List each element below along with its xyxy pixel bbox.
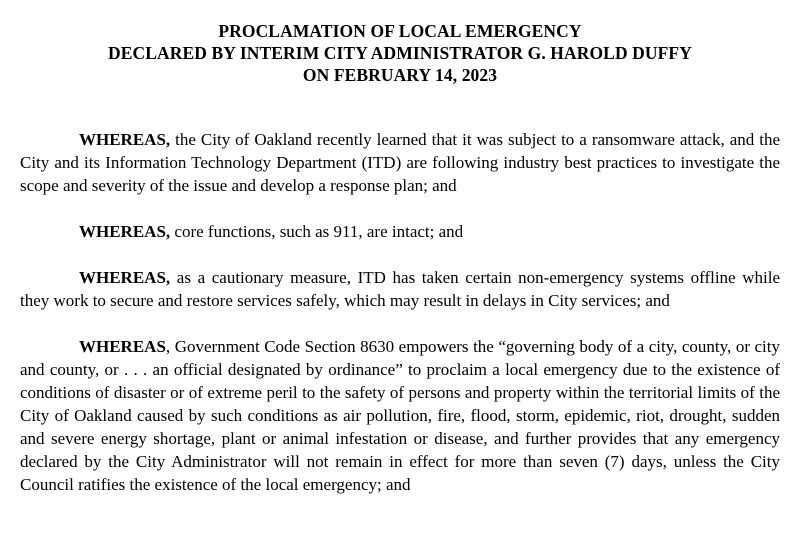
whereas-lead: WHEREAS, [79,268,171,287]
paragraph-text: the City of Oakland recently learned that it was subject to a ransomware attack, and the City and its Information Technology Department (ITD) are following industry best practices to investigate the scope and severity of the issue and develop a response plan; and [20,130,780,195]
title-line-1: PROCLAMATION OF LOCAL EMERGENCY [218,21,582,41]
whereas-paragraph-3 [20,266,780,312]
proclamation-title [20,20,780,86]
paragraph-text: core functions, such as 911, are intact; and [170,222,464,241]
whereas-lead: WHEREAS, [79,130,171,149]
paragraph-text: , Government Code Section 8630 empowers the “governing body of a city, county, or city and county, or . . . an official designated by ordinance” to proclaim a local emergency due to the existence of conditions of disaster or of extreme peril to the safety of persons and property within the territorial limits of the City of Oakland caused by such conditions as air pollution, fire, flood, storm, epidemic, riot, drought, sudden and severe energy shortage, plant or animal infestation or disease, and further provides that any emergency declared by the City Administrator will not remain in effect for more than seven (7) days, unless the City Council ratifies the existence of the local emergency; and [20,337,780,494]
whereas-paragraph-4 [20,335,780,496]
paragraph-text: as a cautionary measure, ITD has taken certain non-emergency systems offline while they work to secure and restore services safely, which may result in delays in City services; and [20,268,780,310]
whereas-paragraph-2 [20,220,780,243]
whereas-paragraph-1 [20,128,780,197]
whereas-lead: WHEREAS, [79,222,171,241]
title-line-2: DECLARED BY INTERIM CITY ADMINISTRATOR G. HAROLD DUFFY [108,43,692,63]
whereas-lead: WHEREAS [79,337,166,356]
title-line-3: ON FEBRUARY 14, 2023 [302,65,498,85]
